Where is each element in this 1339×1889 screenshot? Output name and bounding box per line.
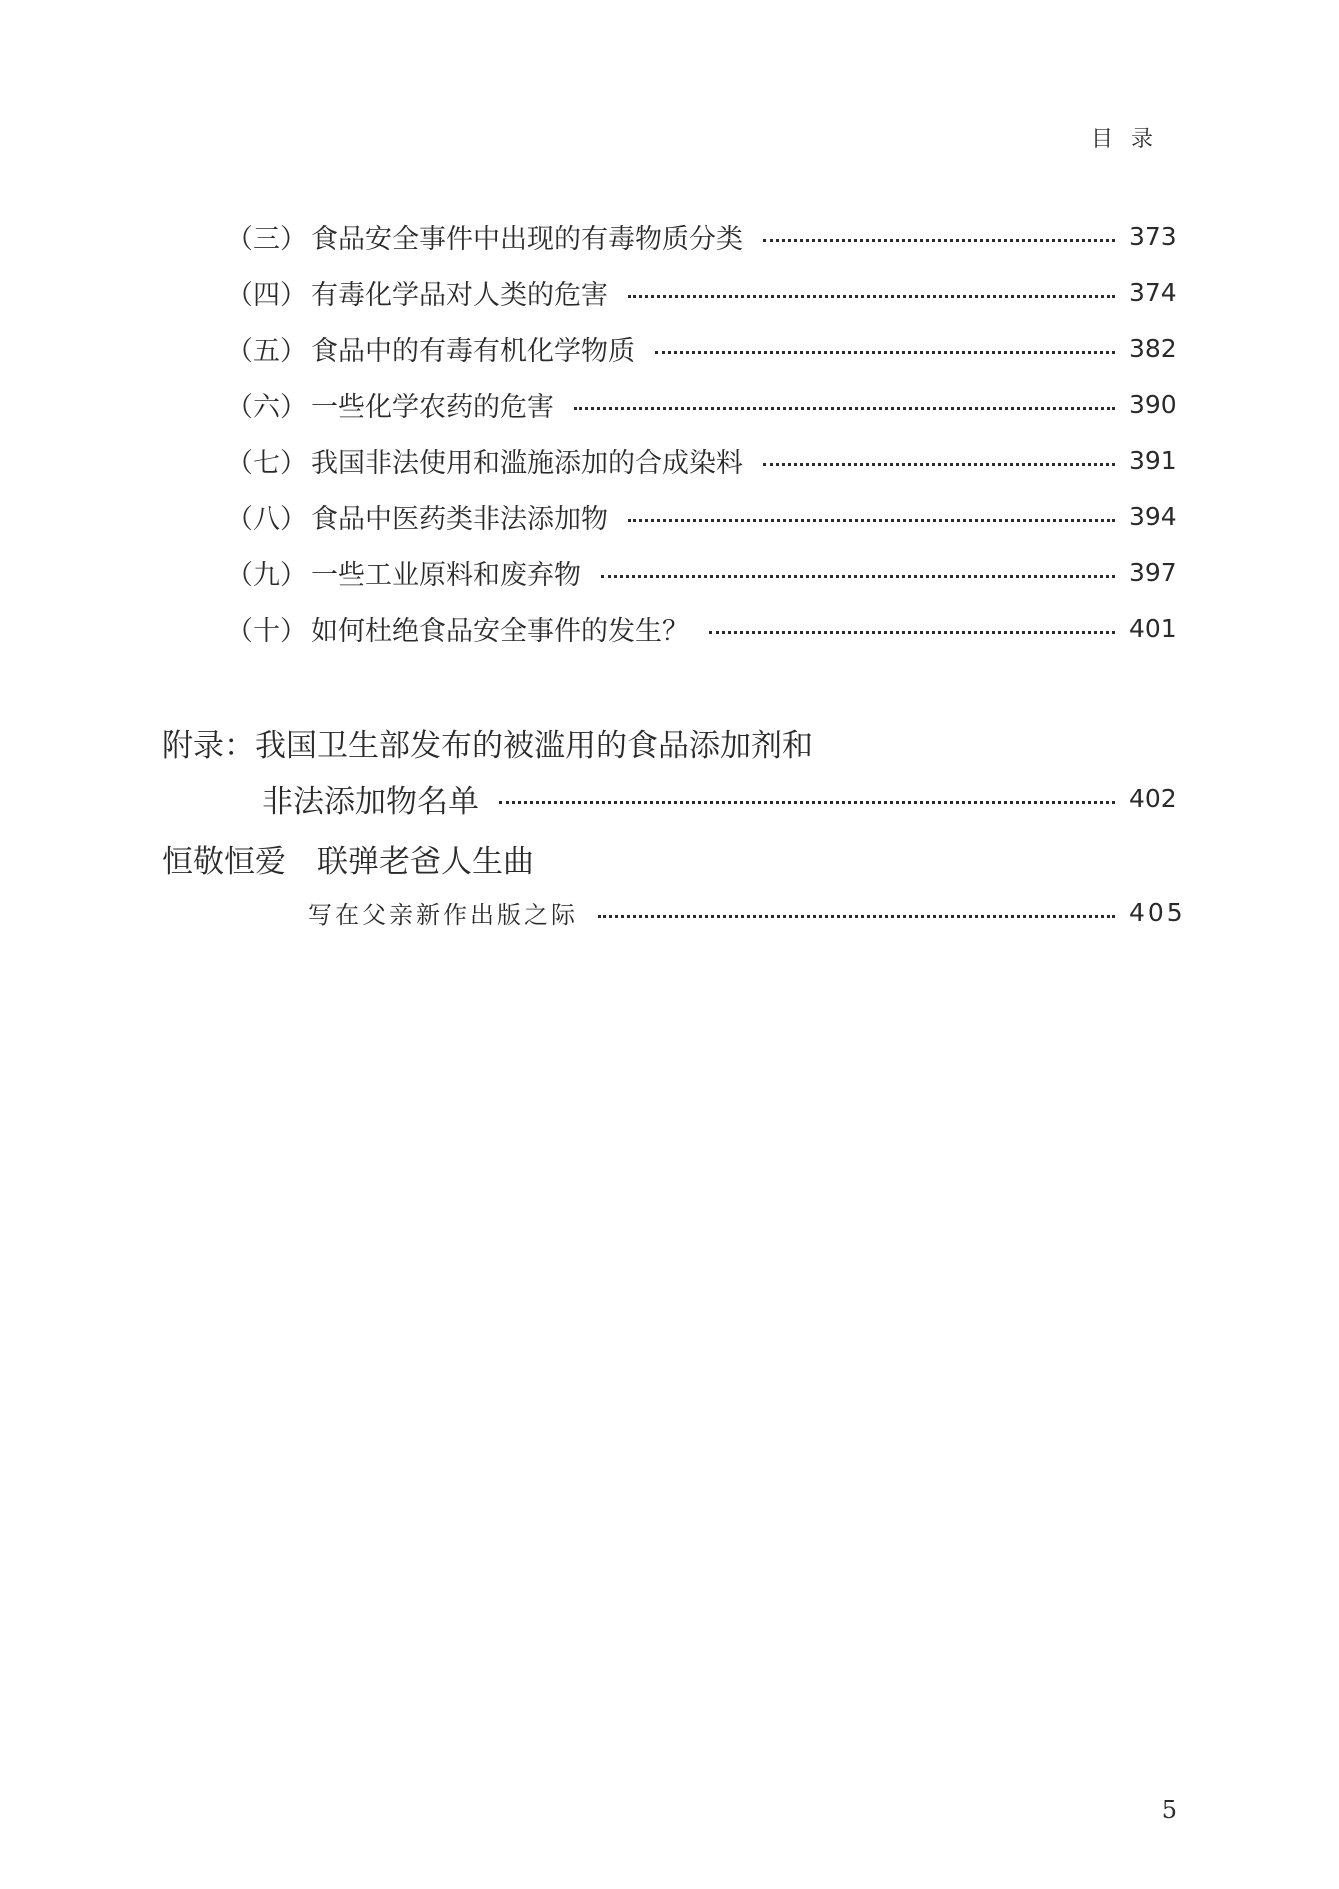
toc-entry-page: 390: [1129, 389, 1177, 419]
toc-entry-title: 如何杜绝食品安全事件的发生？: [311, 615, 689, 647]
toc-entry-label: [226, 553, 581, 592]
afterword-heading[interactable]: 恒敬恒爱 联弹老爸人生曲: [162, 844, 534, 880]
appendix-entry-page: 402: [1129, 783, 1177, 813]
toc-entry-number: （三）: [226, 223, 307, 255]
dot-leader: [628, 519, 1115, 522]
toc-entry-number: （七）: [226, 447, 307, 479]
toc-entry-number: （十）: [226, 615, 307, 647]
toc-entry-title: 食品中医药类非法添加物: [311, 503, 608, 535]
toc-entry-title: 食品安全事件中出现的有毒物质分类: [311, 223, 743, 255]
toc-entry-page: 391: [1129, 445, 1177, 475]
toc-entry-number: （五）: [226, 335, 307, 367]
dot-leader: [598, 915, 1115, 918]
afterword-entry-page: 405: [1129, 897, 1186, 927]
appendix-entry[interactable]: [262, 776, 1177, 820]
toc-entry[interactable]: [226, 328, 1177, 368]
toc-entry-title: 一些化学农药的危害: [311, 391, 554, 423]
toc-entry-label: [226, 329, 635, 368]
toc-entry[interactable]: [226, 440, 1177, 480]
dot-leader: [499, 801, 1115, 804]
toc-entry-page: 374: [1129, 277, 1177, 307]
toc-entry-label: [226, 497, 608, 536]
toc-entry-label: [226, 385, 554, 424]
toc-entry-title: 食品中的有毒有机化学物质: [311, 335, 635, 367]
toc-entry-title: 我国非法使用和滥施添加的合成染料: [311, 447, 743, 479]
toc-entry[interactable]: [226, 552, 1177, 592]
toc-entry-page: 397: [1129, 557, 1177, 587]
toc-entry-number: （八）: [226, 503, 307, 535]
toc-entry-page: 401: [1129, 613, 1177, 643]
dot-leader: [655, 351, 1115, 354]
running-header: 目录: [1090, 127, 1171, 152]
toc-entry-label: [226, 609, 689, 648]
toc-entry-number: （九）: [226, 559, 307, 591]
dot-leader: [709, 631, 1115, 634]
afterword-entry[interactable]: [308, 892, 1186, 932]
dot-leader: [574, 407, 1115, 410]
toc-entry-title: 有毒化学品对人类的危害: [311, 279, 608, 311]
appendix-heading[interactable]: 附录：我国卫生部发布的被滥用的食品添加剂和: [162, 728, 813, 764]
toc-entry-number: （六）: [226, 391, 307, 423]
toc-entry[interactable]: [226, 496, 1177, 536]
appendix-entry-title: 非法添加物名单: [262, 783, 479, 820]
toc-entry[interactable]: [226, 272, 1177, 312]
toc-entry-label: [226, 441, 743, 480]
toc-entry[interactable]: [226, 608, 1177, 648]
dot-leader: [763, 463, 1115, 466]
toc-entry[interactable]: [226, 216, 1177, 256]
toc-entry-page: 382: [1129, 333, 1177, 363]
dot-leader: [628, 295, 1115, 298]
page-number: 5: [1161, 1796, 1177, 1824]
afterword-entry-title: 写在父亲新作出版之际: [308, 900, 578, 929]
toc-entry-page: 373: [1129, 221, 1177, 251]
toc-entry-label: [226, 273, 608, 312]
toc-entry-number: （四）: [226, 279, 307, 311]
toc-entry-page: 394: [1129, 501, 1177, 531]
dot-leader: [763, 239, 1115, 242]
toc-entry-title: 一些工业原料和废弃物: [311, 559, 581, 591]
toc-entry-label: [226, 217, 743, 256]
toc-entry[interactable]: [226, 384, 1177, 424]
dot-leader: [601, 575, 1115, 578]
